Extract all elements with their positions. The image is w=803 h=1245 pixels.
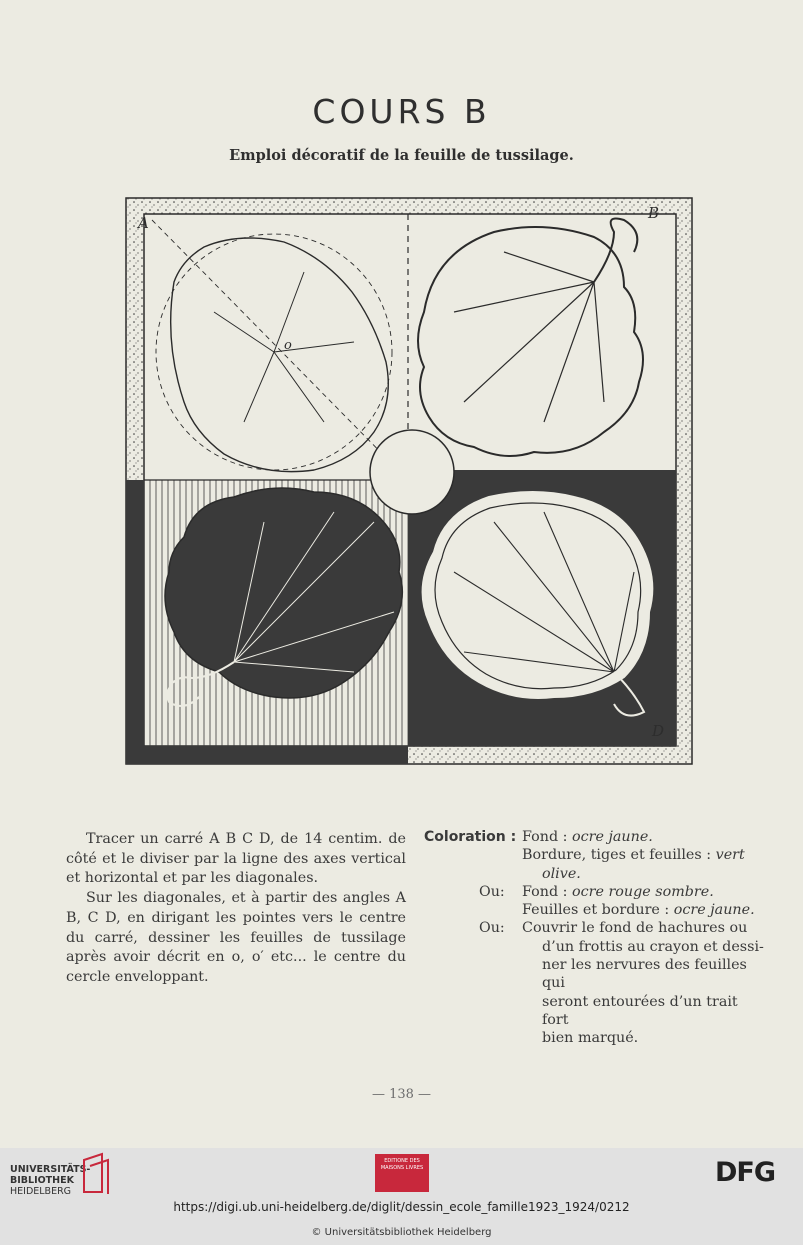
page-number: — 138 — (371, 1087, 432, 1102)
center-o-label: o (284, 338, 292, 353)
c1-italic: ocre jaune. (572, 829, 653, 845)
center-circle (370, 430, 454, 514)
coloration-text (424, 828, 764, 1048)
page-title: COURS B (312, 92, 491, 131)
c5-line-3: ner les nervures des feuilles qui (542, 957, 747, 992)
ub-logo-mark-icon (80, 1152, 112, 1196)
c5-line-2: d’un frottis au crayon et dessi- (542, 938, 764, 955)
dark-bottom-band (126, 746, 408, 764)
c4-italic: ocre jaune. (673, 902, 755, 919)
corner-d-label: D (652, 722, 665, 740)
digitization-badge[interactable]: EDITIONE DES MAISONS LIVRES (375, 1154, 429, 1192)
viewer-footer (0, 1148, 803, 1245)
c5-line-4: seront entourées d’un trait fort (542, 993, 738, 1028)
c3-plain: Fond : (522, 883, 573, 900)
coloration-row-4 (424, 901, 764, 919)
c3-italic: ocre rouge sombre. (572, 883, 714, 900)
c4-plain: Feuilles et bordure : (522, 902, 674, 919)
ub-heidelberg-logo[interactable] (10, 1164, 90, 1197)
c1-plain: Fond : (522, 829, 573, 845)
c2-plain: Bordure, tiges et feuilles : (522, 847, 716, 864)
ub-logo-line-2: BIBLIOTHEK (10, 1175, 74, 1186)
coloration-row-5 (424, 919, 764, 1047)
page-subtitle: Emploi décoratif de la feuille de tussilage. (229, 147, 574, 164)
ou-label-1: Ou: (479, 883, 505, 900)
c2-italic: vert (715, 847, 745, 864)
leaf-decoration-drawing (124, 192, 696, 768)
leaf-decoration-figure (124, 192, 696, 768)
ub-logo-line-1: UNIVERSITÄTS- (10, 1164, 91, 1175)
copyright-notice: © Universitätsbibliothek Heidelberg (311, 1227, 492, 1238)
corner-a-label: A (138, 214, 149, 232)
dfg-logo[interactable]: DFG (715, 1157, 776, 1188)
coloration-label: Coloration : (424, 829, 517, 845)
ub-logo-line-3: HEIDELBERG (10, 1186, 72, 1197)
coloration-row-3 (424, 883, 764, 901)
c5-line-5: bien marqué. (542, 1030, 639, 1047)
c5-line-1: Couvrir le fond de hachures ou (522, 920, 748, 937)
instructions-paragraph-1: Tracer un carré A B C D, de 14 centim. de côté et le diviser par la ligne des axes vertical et horizontal et par les diagonales. (66, 831, 406, 887)
coloration-row-1 (424, 828, 764, 846)
coloration-row-2 (424, 846, 764, 883)
ou-label-2: Ou: (479, 920, 505, 937)
corner-b-label: B (648, 204, 660, 222)
dark-left-band (126, 480, 144, 764)
c2-cont: olive. (542, 865, 581, 882)
instructions-paragraph-2: Sur les diagonales, et à partir des angles A B, C D, en dirigant les pointes vers le centre du carré, dessiner les feuilles de tussilage après avoir décrit en o, o′ etc... le centre du cercle enveloppant. (66, 890, 406, 985)
document-url-link[interactable]: https://digi.ub.uni-heidelberg.de/diglit/dessin_ecole_famille1923_1924/0212 (173, 1200, 630, 1214)
instructions-text (66, 830, 406, 988)
